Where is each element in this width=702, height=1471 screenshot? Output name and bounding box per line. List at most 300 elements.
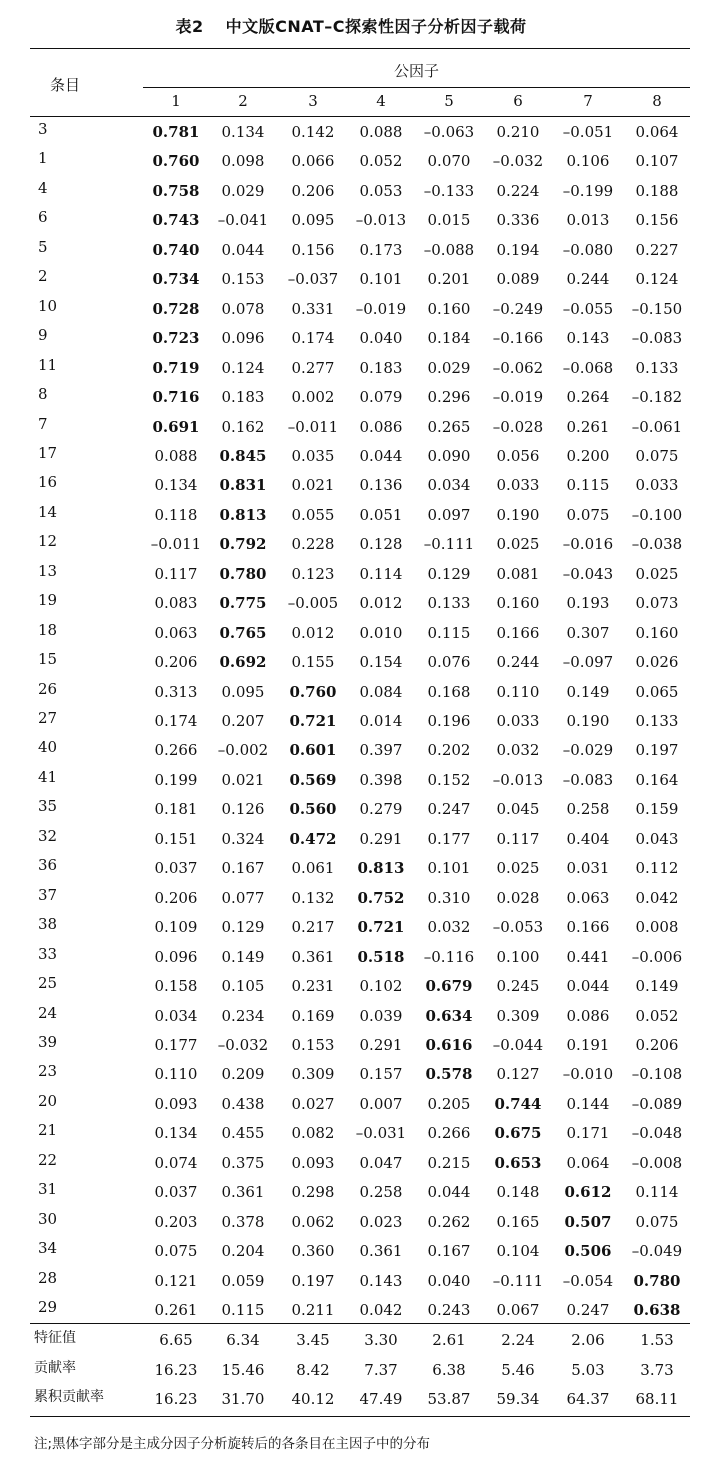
loading-cell: 0.183 bbox=[221, 388, 265, 407]
loading-cell: 0.075 bbox=[635, 1212, 679, 1231]
table-row bbox=[0, 884, 702, 914]
loading-cell: 0.084 bbox=[359, 682, 403, 701]
loading-cell: 0.518 bbox=[357, 947, 405, 966]
item-number: 11 bbox=[38, 355, 58, 374]
item-number: 2 bbox=[38, 267, 48, 286]
table-row bbox=[0, 530, 702, 560]
item-number: 36 bbox=[38, 856, 58, 875]
loading-cell: –0.013 bbox=[492, 770, 544, 789]
item-number: 12 bbox=[38, 532, 58, 551]
table-row bbox=[0, 471, 702, 501]
item-number: 30 bbox=[38, 1209, 58, 1228]
loading-cell: –0.111 bbox=[492, 1271, 544, 1290]
item-number: 37 bbox=[38, 885, 58, 904]
loading-cell: 0.691 bbox=[152, 417, 200, 436]
loading-cell: 0.309 bbox=[496, 1006, 540, 1025]
loading-cell: 0.438 bbox=[221, 1094, 265, 1113]
factor-column-header: 2 bbox=[238, 92, 248, 110]
loading-cell: 0.100 bbox=[496, 947, 540, 966]
item-number: 39 bbox=[38, 1032, 58, 1051]
loading-cell: 0.679 bbox=[425, 977, 473, 996]
loading-cell: 0.258 bbox=[359, 1183, 403, 1202]
loading-cell: 0.168 bbox=[427, 682, 471, 701]
summary-cell: 40.12 bbox=[291, 1390, 335, 1408]
loading-cell: –0.002 bbox=[217, 741, 269, 760]
item-number: 9 bbox=[38, 326, 48, 345]
loading-cell: 0.758 bbox=[152, 181, 200, 200]
loading-cell: 0.124 bbox=[221, 358, 265, 377]
loading-cell: 0.090 bbox=[427, 446, 471, 465]
loading-cell: 0.128 bbox=[359, 535, 403, 554]
loading-cell: 0.110 bbox=[496, 682, 540, 701]
table-row bbox=[0, 825, 702, 855]
loading-cell: 0.813 bbox=[357, 859, 405, 878]
loading-cell: 0.149 bbox=[221, 947, 265, 966]
loading-cell: –0.062 bbox=[492, 358, 544, 377]
loading-cell: 0.244 bbox=[566, 270, 610, 289]
loading-cell: 0.721 bbox=[357, 918, 405, 937]
table-row bbox=[0, 1060, 702, 1090]
loading-cell: 0.029 bbox=[427, 358, 471, 377]
bottom-rule bbox=[30, 1416, 690, 1417]
loading-cell: 0.160 bbox=[427, 299, 471, 318]
summary-cell: 2.61 bbox=[432, 1331, 466, 1349]
top-rule bbox=[30, 48, 690, 49]
loading-cell: 0.780 bbox=[219, 564, 267, 583]
loading-cell: 0.047 bbox=[359, 1153, 403, 1172]
loading-cell: 0.076 bbox=[427, 653, 471, 672]
summary-row bbox=[0, 1325, 702, 1355]
loading-cell: 0.101 bbox=[427, 859, 471, 878]
item-number: 19 bbox=[38, 591, 58, 610]
table-row bbox=[0, 442, 702, 472]
loading-cell: –0.028 bbox=[492, 417, 544, 436]
table-number: 表2 bbox=[175, 17, 204, 36]
loading-cell: 0.086 bbox=[566, 1006, 610, 1025]
loading-cell: 0.153 bbox=[291, 1035, 335, 1054]
loading-cell: 0.033 bbox=[496, 476, 540, 495]
loading-cell: 0.067 bbox=[496, 1301, 540, 1319]
loading-cell: 0.243 bbox=[427, 1301, 471, 1319]
loading-cell: 0.245 bbox=[496, 977, 540, 996]
loading-cell: 0.719 bbox=[152, 358, 200, 377]
loading-cell: –0.044 bbox=[492, 1035, 544, 1054]
loading-cell: 0.197 bbox=[635, 741, 679, 760]
factor-column-header: 5 bbox=[444, 92, 454, 110]
loading-cell: 0.160 bbox=[496, 594, 540, 613]
loading-cell: –0.038 bbox=[631, 535, 683, 554]
loading-cell: 0.441 bbox=[566, 947, 610, 966]
loading-cell: 0.279 bbox=[359, 800, 403, 819]
loading-cell: 0.507 bbox=[564, 1212, 612, 1231]
loading-cell: 0.063 bbox=[566, 888, 610, 907]
loading-cell: 0.045 bbox=[496, 800, 540, 819]
summary-cell: 2.24 bbox=[501, 1331, 535, 1349]
loading-cell: 0.033 bbox=[635, 476, 679, 495]
loading-cell: 0.177 bbox=[427, 829, 471, 848]
item-number: 17 bbox=[38, 443, 58, 462]
table-row bbox=[0, 707, 702, 737]
loading-cell: 0.109 bbox=[154, 918, 198, 937]
loading-cell: 0.211 bbox=[291, 1301, 335, 1319]
loading-cell: –0.019 bbox=[355, 299, 407, 318]
loading-cell: 0.207 bbox=[221, 712, 265, 730]
loading-cell: 0.162 bbox=[221, 417, 265, 436]
loading-cell: 0.021 bbox=[221, 770, 265, 789]
loading-cell: 0.012 bbox=[359, 594, 403, 613]
loading-cell: 0.231 bbox=[291, 977, 335, 996]
loading-cell: 0.095 bbox=[221, 682, 265, 701]
loading-cell: 0.760 bbox=[289, 682, 337, 701]
loading-cell: 0.200 bbox=[566, 446, 610, 465]
loading-cell: 0.025 bbox=[496, 859, 540, 878]
loading-cell: 0.196 bbox=[427, 712, 471, 730]
loading-cell: 0.638 bbox=[633, 1301, 681, 1319]
loading-cell: 0.716 bbox=[152, 388, 200, 407]
loading-cell: 0.183 bbox=[359, 358, 403, 377]
loading-cell: 0.055 bbox=[291, 505, 335, 524]
table-row bbox=[0, 1178, 702, 1208]
loading-cell: 0.142 bbox=[291, 123, 335, 141]
loading-cell: 0.133 bbox=[635, 358, 679, 377]
loading-cell: 0.560 bbox=[289, 800, 337, 819]
loading-cell: 0.313 bbox=[154, 682, 198, 701]
summary-cell: 3.45 bbox=[296, 1331, 330, 1349]
loading-cell: 0.107 bbox=[635, 152, 679, 171]
item-number: 31 bbox=[38, 1180, 58, 1199]
loading-cell: –0.005 bbox=[287, 594, 339, 613]
loading-cell: 0.775 bbox=[219, 594, 267, 613]
loading-cell: 0.336 bbox=[496, 211, 540, 230]
loading-cell: 0.114 bbox=[635, 1183, 679, 1202]
table-caption: 中文版CNAT–C探索性因子分析因子载荷 bbox=[225, 17, 527, 36]
loading-cell: –0.037 bbox=[287, 270, 339, 289]
loading-cell: 0.206 bbox=[154, 653, 198, 672]
summary-cell: 8.42 bbox=[296, 1360, 330, 1379]
loading-cell: 0.224 bbox=[496, 181, 540, 200]
loading-cell: –0.048 bbox=[631, 1124, 683, 1143]
loading-cell: –0.166 bbox=[492, 329, 544, 348]
loading-cell: 0.056 bbox=[496, 446, 540, 465]
loading-cell: 0.190 bbox=[496, 505, 540, 524]
loading-cell: –0.019 bbox=[492, 388, 544, 407]
summary-cell: 47.49 bbox=[359, 1390, 403, 1408]
loading-cell: 0.156 bbox=[291, 240, 335, 259]
loading-cell: 0.134 bbox=[154, 476, 198, 495]
loading-cell: 0.112 bbox=[635, 859, 679, 878]
loading-cell: 0.156 bbox=[635, 211, 679, 230]
loading-cell: 0.612 bbox=[564, 1183, 612, 1202]
factor-group-header: 公因子 bbox=[393, 62, 439, 80]
loading-cell: 0.121 bbox=[154, 1271, 198, 1290]
loading-cell: 0.061 bbox=[291, 859, 335, 878]
loading-cell: –0.011 bbox=[150, 535, 202, 554]
loading-cell: –0.054 bbox=[562, 1271, 614, 1290]
loading-cell: 0.148 bbox=[496, 1183, 540, 1202]
loading-cell: –0.083 bbox=[562, 770, 614, 789]
loading-cell: 0.653 bbox=[494, 1153, 542, 1172]
loading-cell: 0.206 bbox=[154, 888, 198, 907]
summary-cell: 6.65 bbox=[159, 1331, 193, 1349]
table-row bbox=[0, 560, 702, 590]
loading-cell: 0.088 bbox=[154, 446, 198, 465]
item-number: 7 bbox=[38, 414, 48, 433]
loading-cell: –0.016 bbox=[562, 535, 614, 554]
loading-cell: 0.012 bbox=[291, 623, 335, 642]
loading-cell: 0.191 bbox=[566, 1035, 610, 1054]
loading-cell: 0.247 bbox=[427, 800, 471, 819]
loading-cell: 0.164 bbox=[635, 770, 679, 789]
loading-cell: 0.205 bbox=[427, 1094, 471, 1113]
loading-cell: –0.116 bbox=[423, 947, 475, 966]
loading-cell: 0.044 bbox=[221, 240, 265, 259]
loading-cell: 0.455 bbox=[221, 1124, 265, 1143]
loading-cell: 0.133 bbox=[427, 594, 471, 613]
loading-cell: 0.151 bbox=[154, 829, 198, 848]
loading-cell: 0.262 bbox=[427, 1212, 471, 1231]
loading-cell: –0.055 bbox=[562, 299, 614, 318]
loading-cell: 0.042 bbox=[635, 888, 679, 907]
loading-cell: 0.123 bbox=[291, 564, 335, 583]
loading-cell: 0.149 bbox=[566, 682, 610, 701]
loading-cell: 0.070 bbox=[427, 152, 471, 171]
loading-cell: –0.008 bbox=[631, 1153, 683, 1172]
loading-cell: 0.845 bbox=[219, 446, 267, 465]
factor-column-header: 4 bbox=[376, 92, 386, 110]
table-row bbox=[0, 118, 702, 148]
loading-cell: 0.040 bbox=[359, 329, 403, 348]
loading-cell: 0.033 bbox=[496, 712, 540, 730]
loading-cell: 0.266 bbox=[154, 741, 198, 760]
header-bottom-rule bbox=[30, 116, 690, 117]
loading-cell: 0.013 bbox=[566, 211, 610, 230]
loading-cell: 0.136 bbox=[359, 476, 403, 495]
item-number: 32 bbox=[38, 826, 58, 845]
loading-cell: 0.404 bbox=[566, 829, 610, 848]
loading-cell: 0.114 bbox=[359, 564, 403, 583]
loading-cell: 0.105 bbox=[221, 977, 265, 996]
loading-cell: 0.032 bbox=[427, 918, 471, 937]
item-number: 23 bbox=[38, 1062, 58, 1081]
summary-label: 累积贡献率 bbox=[34, 1389, 104, 1405]
loading-cell: 0.059 bbox=[221, 1271, 265, 1290]
loading-cell: 0.215 bbox=[427, 1153, 471, 1172]
loading-cell: 0.167 bbox=[427, 1242, 471, 1261]
loading-cell: 0.792 bbox=[219, 535, 267, 554]
loading-cell: 0.065 bbox=[635, 682, 679, 701]
loading-cell: –0.031 bbox=[355, 1124, 407, 1143]
loading-cell: 0.052 bbox=[359, 152, 403, 171]
loading-cell: 0.062 bbox=[291, 1212, 335, 1231]
loading-cell: 0.194 bbox=[496, 240, 540, 259]
loading-cell: 0.043 bbox=[635, 829, 679, 848]
loading-cell: 0.361 bbox=[291, 947, 335, 966]
loading-cell: –0.108 bbox=[631, 1065, 683, 1084]
item-number: 35 bbox=[38, 797, 58, 816]
loading-cell: 0.075 bbox=[566, 505, 610, 524]
loading-cell: –0.032 bbox=[492, 152, 544, 171]
loading-cell: 0.310 bbox=[427, 888, 471, 907]
loading-cell: 0.034 bbox=[427, 476, 471, 495]
loading-cell: 0.143 bbox=[566, 329, 610, 348]
item-number: 10 bbox=[38, 296, 58, 315]
loading-cell: 0.331 bbox=[291, 299, 335, 318]
summary-cell: 31.70 bbox=[221, 1390, 265, 1408]
loading-cell: 0.153 bbox=[221, 270, 265, 289]
table-row bbox=[0, 413, 702, 443]
loading-cell: 0.134 bbox=[221, 123, 265, 141]
loading-cell: 0.675 bbox=[494, 1124, 542, 1143]
table-row bbox=[0, 589, 702, 619]
table-row bbox=[0, 177, 702, 207]
loading-cell: –0.043 bbox=[562, 564, 614, 583]
summary-cell: 6.34 bbox=[226, 1331, 260, 1349]
table-row bbox=[0, 648, 702, 678]
loading-cell: 0.361 bbox=[221, 1183, 265, 1202]
loading-cell: 0.132 bbox=[291, 888, 335, 907]
loading-cell: –0.029 bbox=[562, 741, 614, 760]
loading-cell: 0.190 bbox=[566, 712, 610, 730]
item-number: 6 bbox=[38, 208, 48, 227]
loading-cell: –0.011 bbox=[287, 417, 339, 436]
loading-cell: 0.074 bbox=[154, 1153, 198, 1172]
loading-cell: 0.117 bbox=[496, 829, 540, 848]
loading-cell: 0.110 bbox=[154, 1065, 198, 1084]
loading-cell: 0.197 bbox=[291, 1271, 335, 1290]
loading-cell: 0.616 bbox=[425, 1035, 473, 1054]
loading-cell: 0.064 bbox=[566, 1153, 610, 1172]
summary-cell: 3.73 bbox=[640, 1360, 674, 1379]
table-row bbox=[0, 1031, 702, 1061]
loading-cell: 0.096 bbox=[221, 329, 265, 348]
loading-cell: 0.261 bbox=[566, 417, 610, 436]
summary-row bbox=[0, 1384, 702, 1414]
loading-cell: 0.171 bbox=[566, 1124, 610, 1143]
loading-cell: 0.166 bbox=[566, 918, 610, 937]
item-number: 25 bbox=[38, 974, 58, 993]
loading-cell: 0.044 bbox=[359, 446, 403, 465]
loading-cell: 0.124 bbox=[635, 270, 679, 289]
loading-cell: 0.152 bbox=[427, 770, 471, 789]
loading-cell: 0.028 bbox=[496, 888, 540, 907]
loading-cell: 0.166 bbox=[496, 623, 540, 642]
loading-cell: 0.210 bbox=[496, 123, 540, 141]
loading-cell: 0.781 bbox=[152, 123, 200, 141]
loading-cell: –0.041 bbox=[217, 211, 269, 230]
loading-cell: 0.083 bbox=[154, 594, 198, 613]
loading-cell: 0.378 bbox=[221, 1212, 265, 1231]
item-number: 14 bbox=[38, 502, 58, 521]
loading-cell: –0.199 bbox=[562, 181, 614, 200]
summary-rule bbox=[30, 1323, 690, 1324]
loading-cell: 0.154 bbox=[359, 653, 403, 672]
loading-cell: –0.068 bbox=[562, 358, 614, 377]
loading-cell: 0.165 bbox=[496, 1212, 540, 1231]
item-number: 5 bbox=[38, 237, 48, 256]
loading-cell: 0.324 bbox=[221, 829, 265, 848]
loading-cell: 0.014 bbox=[359, 712, 403, 730]
loading-cell: 0.193 bbox=[566, 594, 610, 613]
loading-cell: 0.174 bbox=[291, 329, 335, 348]
loading-cell: –0.063 bbox=[423, 123, 475, 141]
loading-cell: 0.201 bbox=[427, 270, 471, 289]
loading-cell: 0.199 bbox=[154, 770, 198, 789]
loading-cell: 0.037 bbox=[154, 859, 198, 878]
loading-cell: 0.042 bbox=[359, 1301, 403, 1319]
loading-cell: 0.104 bbox=[496, 1242, 540, 1261]
loading-cell: 0.397 bbox=[359, 741, 403, 760]
loading-cell: –0.006 bbox=[631, 947, 683, 966]
loading-cell: 0.039 bbox=[359, 1006, 403, 1025]
loading-cell: –0.089 bbox=[631, 1094, 683, 1113]
loading-cell: 0.097 bbox=[427, 505, 471, 524]
loading-cell: 0.813 bbox=[219, 505, 267, 524]
loading-cell: 0.578 bbox=[425, 1065, 473, 1084]
summary-cell: 53.87 bbox=[427, 1390, 471, 1408]
loading-cell: 0.025 bbox=[635, 564, 679, 583]
loading-cell: 0.692 bbox=[219, 653, 267, 672]
summary-cell: 5.03 bbox=[571, 1360, 605, 1379]
loading-cell: –0.032 bbox=[217, 1035, 269, 1054]
loading-cell: 0.244 bbox=[496, 653, 540, 672]
loading-cell: 0.160 bbox=[635, 623, 679, 642]
table-row bbox=[0, 147, 702, 177]
item-number: 8 bbox=[38, 385, 48, 404]
summary-cell: 16.23 bbox=[154, 1360, 198, 1379]
table-row bbox=[0, 501, 702, 531]
loading-cell: 0.277 bbox=[291, 358, 335, 377]
summary-cell: 7.37 bbox=[364, 1360, 398, 1379]
loading-cell: 0.102 bbox=[359, 977, 403, 996]
loading-cell: –0.053 bbox=[492, 918, 544, 937]
factor-column-header: 7 bbox=[583, 92, 593, 110]
summary-cell: 2.06 bbox=[571, 1331, 605, 1349]
loading-cell: 0.167 bbox=[221, 859, 265, 878]
table-row bbox=[0, 1208, 702, 1238]
loading-cell: 0.081 bbox=[496, 564, 540, 583]
table-row bbox=[0, 1267, 702, 1297]
loading-cell: 0.098 bbox=[221, 152, 265, 171]
loading-cell: 0.743 bbox=[152, 211, 200, 230]
item-number: 16 bbox=[38, 473, 58, 492]
item-number: 33 bbox=[38, 944, 58, 963]
item-number: 4 bbox=[38, 178, 48, 197]
item-number: 41 bbox=[38, 767, 58, 786]
loading-cell: 0.127 bbox=[496, 1065, 540, 1084]
loading-cell: 0.129 bbox=[221, 918, 265, 937]
loading-cell: 0.266 bbox=[427, 1124, 471, 1143]
summary-cell: 59.34 bbox=[496, 1390, 540, 1408]
loading-cell: 0.209 bbox=[221, 1065, 265, 1084]
loading-cell: 0.096 bbox=[154, 947, 198, 966]
loading-cell: 0.066 bbox=[291, 152, 335, 171]
loading-cell: 0.031 bbox=[566, 859, 610, 878]
summary-cell: 16.23 bbox=[154, 1390, 198, 1408]
summary-cell: 1.53 bbox=[640, 1331, 674, 1349]
factor-column-header: 6 bbox=[513, 92, 523, 110]
loading-cell: 0.015 bbox=[427, 211, 471, 230]
loading-cell: 0.118 bbox=[154, 505, 198, 524]
loading-cell: 0.723 bbox=[152, 329, 200, 348]
loading-cell: 0.265 bbox=[427, 417, 471, 436]
loading-cell: 0.035 bbox=[291, 446, 335, 465]
summary-cell: 3.30 bbox=[364, 1331, 398, 1349]
loading-cell: 0.044 bbox=[566, 977, 610, 996]
table-row bbox=[0, 1237, 702, 1267]
loading-cell: –0.150 bbox=[631, 299, 683, 318]
loading-cell: –0.088 bbox=[423, 240, 475, 259]
loading-cell: 0.052 bbox=[635, 1006, 679, 1025]
